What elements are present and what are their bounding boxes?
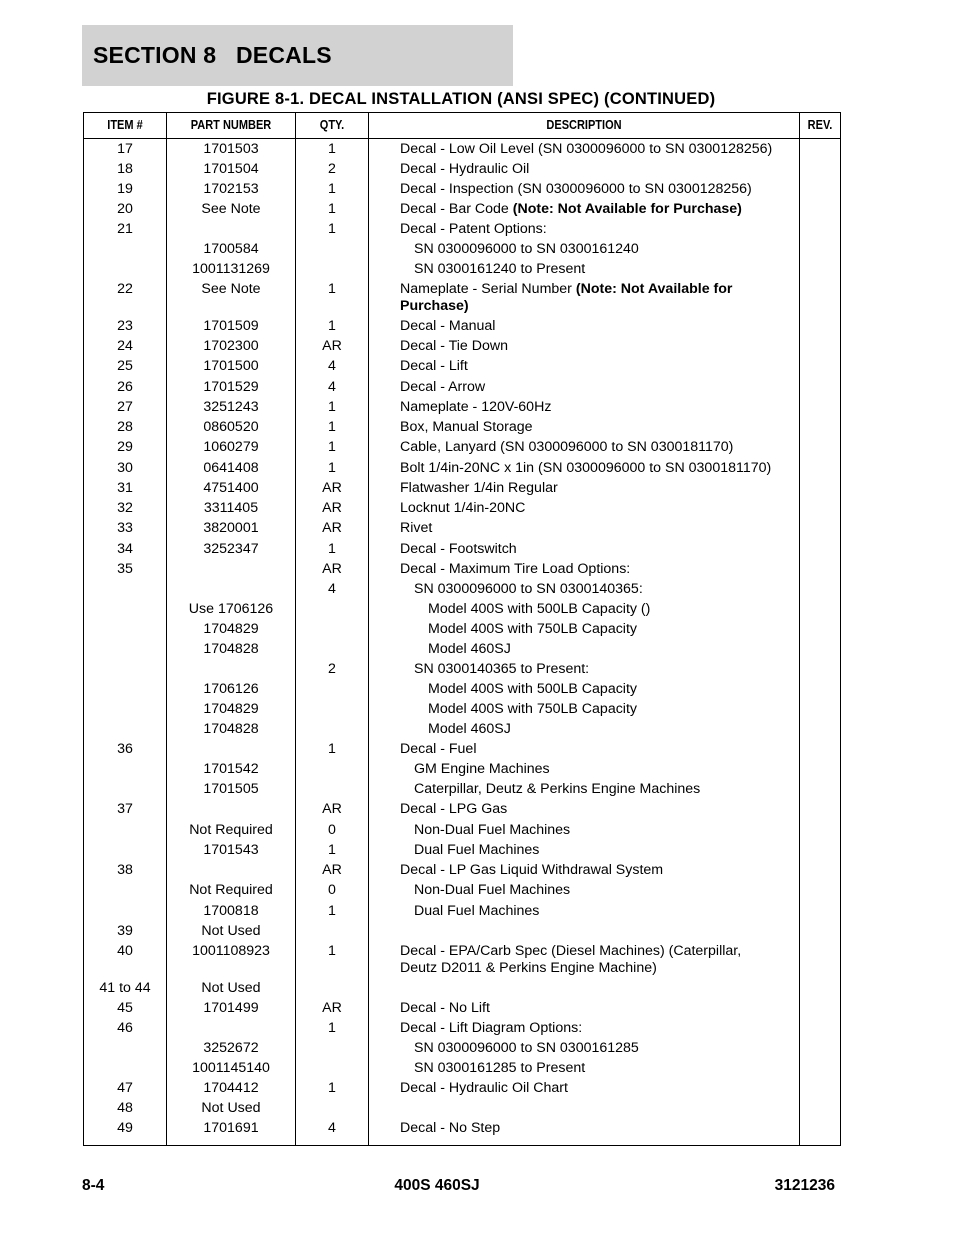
description <box>400 822 794 839</box>
part-number: 1701505 <box>203 781 259 797</box>
description <box>400 460 780 477</box>
item-number: 21 <box>117 221 133 237</box>
part-number: 1700584 <box>203 241 259 257</box>
description-text: Bolt 1/4in-20NC x 1in (SN 0300096000 to SN 0300181170) <box>400 459 772 476</box>
description <box>400 439 780 456</box>
description <box>400 318 780 335</box>
table-row <box>84 221 840 238</box>
description-text: Decal - Arrow <box>400 378 486 395</box>
item-number: 32 <box>117 500 133 516</box>
item-number: 24 <box>117 338 133 354</box>
description <box>400 701 808 718</box>
quantity: 1 <box>328 281 336 297</box>
quantity: AR <box>322 338 342 354</box>
description-text: Non-Dual Fuel Machines <box>414 821 571 838</box>
part-number: See Note <box>201 281 261 297</box>
part-number: Not Used <box>201 1100 261 1116</box>
description <box>400 520 780 537</box>
table-row <box>84 439 840 456</box>
table-row <box>84 842 840 859</box>
item-number: 39 <box>117 922 133 939</box>
description-text: Decal - Patent Options: <box>400 221 547 237</box>
table-row <box>84 882 840 899</box>
item-number: 19 <box>117 181 133 197</box>
part-number: 1060279 <box>203 439 259 455</box>
table-row <box>84 261 840 278</box>
document-number: 3121236 <box>774 1177 835 1194</box>
description-text: Model 400S with 750LB Capacity <box>428 620 637 637</box>
part-number: 3311405 <box>203 500 259 516</box>
model-name: 400S 460SJ <box>394 1177 480 1194</box>
item-number: 31 <box>117 479 133 496</box>
description-text: SN 0300096000 to SN 0300161285 <box>414 1040 639 1056</box>
part-number: 1704828 <box>203 720 259 737</box>
description <box>400 1040 794 1057</box>
description <box>400 1000 780 1017</box>
description <box>400 882 794 899</box>
description <box>400 201 780 218</box>
table-row <box>84 1120 840 1137</box>
description <box>400 399 780 416</box>
description-text: Nameplate - 120V-60Hz <box>400 398 552 415</box>
description <box>400 641 808 658</box>
quantity: 1 <box>328 459 336 476</box>
item-number: 26 <box>117 378 133 395</box>
quantity: 1 <box>328 201 336 217</box>
table-row <box>84 419 840 436</box>
description-text: Decal - Tie Down <box>400 338 509 354</box>
description-text: Dual Fuel Machines <box>414 841 540 858</box>
description-text: Decal - No Step <box>400 1120 501 1136</box>
description-text: Caterpillar, Deutz & Perkins Engine Machines <box>414 781 701 797</box>
item-number: 34 <box>117 540 133 557</box>
table-row <box>84 1040 840 1057</box>
quantity: AR <box>322 1000 342 1016</box>
description <box>400 621 808 638</box>
quantity: 1 <box>328 740 336 757</box>
table-row <box>84 460 840 477</box>
description <box>400 141 780 158</box>
part-number: 1704412 <box>203 1080 259 1096</box>
item-number: 47 <box>117 1080 133 1096</box>
description <box>400 1100 780 1117</box>
part-number: 3251243 <box>203 398 259 415</box>
item-number: 38 <box>117 862 133 878</box>
column-header-qty: QTY. <box>319 118 345 132</box>
description-text: Decal - Footswitch <box>400 540 517 557</box>
description-text: Locknut 1/4in-20NC <box>400 500 526 516</box>
description <box>400 241 794 258</box>
description-text: Decal - Lift Diagram Options: <box>400 1020 583 1036</box>
quantity: 1 <box>328 141 336 157</box>
quantity: 1 <box>328 419 336 435</box>
description-note: (Note: Not Available for Purchase) <box>400 281 733 314</box>
table-row <box>84 701 840 718</box>
table-row <box>84 201 840 218</box>
description <box>400 1020 780 1037</box>
table-row <box>84 980 840 997</box>
table-row <box>84 358 840 375</box>
section-title: SECTION 8 DECALS <box>93 42 332 68</box>
item-number: 28 <box>117 419 133 435</box>
part-number: 1701529 <box>203 378 259 395</box>
quantity: 0 <box>328 821 336 838</box>
quantity: 1 <box>328 181 336 197</box>
quantity: 1 <box>328 398 336 415</box>
description-text: Decal - Manual <box>400 318 496 334</box>
part-number: 1001108923 <box>192 943 270 959</box>
description-text: Non-Dual Fuel Machines <box>414 882 571 898</box>
part-number: 1706126 <box>203 680 259 697</box>
description-text: Decal - No Lift <box>400 1000 490 1016</box>
table-row <box>84 581 840 598</box>
description <box>400 842 794 859</box>
column-header-item: ITEM # <box>107 118 143 132</box>
quantity: 1 <box>328 318 336 334</box>
table-row <box>84 822 840 839</box>
table-row <box>84 923 840 940</box>
part-number: 1702153 <box>203 181 259 197</box>
table-row <box>84 943 840 977</box>
part-number: 3820001 <box>203 520 259 536</box>
table-row <box>84 500 840 517</box>
item-number: 46 <box>117 1020 133 1036</box>
description <box>400 601 808 618</box>
quantity: 4 <box>328 1120 336 1136</box>
description-text: Box, Manual Storage <box>400 419 533 435</box>
description-text: SN 0300096000 to SN 0300140365: <box>414 580 643 597</box>
description-text: Rivet <box>400 520 433 536</box>
table-row <box>84 661 840 678</box>
part-number: 1001145140 <box>192 1060 270 1076</box>
table-row <box>84 761 840 778</box>
quantity: 1 <box>328 540 336 557</box>
description <box>400 943 780 977</box>
quantity: AR <box>322 520 342 536</box>
description <box>400 541 780 558</box>
parts-table <box>83 112 841 1146</box>
part-number: 1701503 <box>203 141 259 157</box>
description <box>400 161 780 178</box>
quantity: 1 <box>328 439 336 455</box>
table-row <box>84 741 840 758</box>
part-number: 4751400 <box>203 479 259 496</box>
item-number: 25 <box>117 358 133 374</box>
part-number: 1701500 <box>203 358 259 374</box>
item-number: 18 <box>117 161 133 177</box>
description-text: Model 400S with 500LB Capacity <box>428 680 637 697</box>
description-text: GM Engine Machines <box>414 760 550 777</box>
quantity: 1 <box>328 902 336 919</box>
table-row <box>84 541 840 558</box>
table-row <box>84 621 840 638</box>
item-number: 23 <box>117 318 133 334</box>
table-row <box>84 1000 840 1017</box>
table-row <box>84 318 840 335</box>
quantity: 4 <box>328 580 336 597</box>
description <box>400 980 780 997</box>
part-number: 0860520 <box>203 419 259 435</box>
quantity: 2 <box>328 161 336 177</box>
description-text: Model 400S with 500LB Capacity () <box>428 600 651 617</box>
item-number: 17 <box>117 141 133 157</box>
part-number: 1701543 <box>203 841 259 858</box>
column-header-description: DESCRIPTION <box>546 118 622 132</box>
item-number: 36 <box>117 740 133 757</box>
description-text: Dual Fuel Machines <box>414 902 540 919</box>
table-row <box>84 561 840 578</box>
description <box>400 801 780 818</box>
part-number: 1700818 <box>203 902 259 919</box>
quantity: AR <box>322 862 342 878</box>
part-number: See Note <box>201 201 261 217</box>
quantity: AR <box>322 500 342 516</box>
description <box>400 181 780 198</box>
table-row <box>84 862 840 879</box>
table-row <box>84 181 840 198</box>
table-row <box>84 338 840 355</box>
description <box>400 1120 780 1137</box>
description <box>400 781 794 798</box>
part-number: 1701504 <box>203 161 259 177</box>
item-number: 48 <box>117 1100 133 1116</box>
part-number: 1704829 <box>203 620 259 637</box>
part-number: 1704829 <box>203 700 259 717</box>
table-row <box>84 480 840 497</box>
description-text: Model 460SJ <box>428 640 511 657</box>
part-number: 1702300 <box>203 338 259 354</box>
table-body <box>84 139 840 1140</box>
description <box>400 741 780 758</box>
table-row <box>84 801 840 818</box>
column-header-rev: REV. <box>807 118 833 132</box>
item-number: 29 <box>117 439 133 455</box>
description <box>400 721 808 738</box>
quantity: 2 <box>328 660 336 677</box>
column-header-part-number: PART NUMBER <box>190 118 272 132</box>
description <box>400 379 780 396</box>
description-text: SN 0300096000 to SN 0300161240 <box>414 241 639 257</box>
part-number: 1701499 <box>203 1000 259 1016</box>
description <box>400 261 794 278</box>
item-number: 22 <box>117 281 133 297</box>
table-row <box>84 681 840 698</box>
part-number: 1701509 <box>203 318 259 334</box>
quantity: 1 <box>328 841 336 858</box>
part-number: 1701691 <box>203 1120 259 1136</box>
description-text: Decal - Fuel <box>400 740 477 757</box>
description-text: Decal - Inspection (SN 0300096000 to SN 0300128256) <box>400 181 752 197</box>
description <box>400 923 780 940</box>
description <box>400 581 794 598</box>
figure-title: FIGURE 8-1. DECAL INSTALLATION (ANSI SPEC) (CONTINUED) <box>206 90 716 108</box>
description <box>400 221 780 238</box>
quantity: AR <box>322 560 342 577</box>
part-number: Not Used <box>201 980 261 996</box>
description-text: Decal - Lift <box>400 358 468 374</box>
item-number: 30 <box>117 459 133 476</box>
part-number: Not Required <box>189 821 273 838</box>
description-text: Decal - LPG Gas <box>400 801 508 817</box>
description <box>400 761 794 778</box>
part-number: 1001131269 <box>192 261 270 277</box>
quantity: 0 <box>328 882 336 898</box>
page-number: 8-4 <box>82 1177 105 1194</box>
part-number: 3252672 <box>203 1040 259 1056</box>
description <box>400 661 794 678</box>
table-row <box>84 601 840 618</box>
item-number: 37 <box>117 801 133 817</box>
description-text: SN 0300161285 to Present <box>414 1060 586 1076</box>
part-number: Not Used <box>201 922 261 939</box>
description-text: Model 400S with 750LB Capacity <box>428 700 637 717</box>
item-number: 20 <box>117 201 133 217</box>
description <box>400 681 808 698</box>
quantity: 4 <box>328 358 336 374</box>
description-text: SN 0300140365 to Present: <box>414 660 590 677</box>
table-row <box>84 721 840 738</box>
description <box>400 338 780 355</box>
quantity: 1 <box>328 1080 336 1096</box>
description-text: Decal - Low Oil Level (SN 0300096000 to SN 0300128256) <box>400 141 773 157</box>
part-number: Not Required <box>189 882 273 898</box>
part-number: 1701542 <box>203 760 259 777</box>
description <box>400 358 780 375</box>
description-text: Flatwasher 1/4in Regular <box>400 479 558 496</box>
description-text: Nameplate - Serial Number <box>400 281 576 297</box>
item-number: 45 <box>117 1000 133 1016</box>
description <box>400 903 794 920</box>
quantity: AR <box>322 801 342 817</box>
part-number: Use 1706126 <box>188 600 274 617</box>
item-number: 27 <box>117 398 133 415</box>
description <box>400 500 780 517</box>
table-row <box>84 281 840 315</box>
description <box>400 862 780 879</box>
table-row <box>84 1060 840 1077</box>
quantity: 1 <box>328 221 336 237</box>
table-row <box>84 379 840 396</box>
item-number: 33 <box>117 520 133 536</box>
description-text: Decal - LP Gas Liquid Withdrawal System <box>400 862 664 878</box>
table-row <box>84 161 840 178</box>
description <box>400 419 780 436</box>
quantity: 1 <box>328 1020 336 1036</box>
description-note: (Note: Not Available for Purchase) <box>512 201 742 217</box>
table-row <box>84 903 840 920</box>
table-row <box>84 1100 840 1117</box>
table-row <box>84 1080 840 1097</box>
table-row <box>84 241 840 258</box>
quantity: AR <box>322 479 342 496</box>
description-text: Decal - Maximum Tire Load Options: <box>400 560 631 577</box>
table-row <box>84 641 840 658</box>
description <box>400 1060 794 1077</box>
item-number: 41 to 44 <box>99 980 151 996</box>
part-number: 3252347 <box>203 540 259 557</box>
part-number: 0641408 <box>203 459 259 476</box>
item-number: 35 <box>117 560 133 577</box>
description <box>400 561 780 578</box>
item-number: 49 <box>117 1120 133 1136</box>
description <box>400 480 780 497</box>
description-text: Decal - Bar Code <box>400 201 513 217</box>
item-number: 40 <box>117 943 133 959</box>
quantity: 4 <box>328 378 336 395</box>
table-row <box>84 1020 840 1037</box>
table-row <box>84 399 840 416</box>
table-row <box>84 141 840 158</box>
part-number: 1704828 <box>203 640 259 657</box>
description-text: Model 460SJ <box>428 720 511 737</box>
section-header <box>82 25 513 86</box>
description-text: SN 0300161240 to Present <box>414 261 586 277</box>
description <box>400 281 780 315</box>
description-text: Cable, Lanyard (SN 0300096000 to SN 0300181170) <box>400 439 734 455</box>
table-header <box>84 113 840 139</box>
table-row <box>84 520 840 537</box>
quantity: 1 <box>328 943 336 959</box>
description <box>400 1080 780 1097</box>
description-text: Decal - Hydraulic Oil Chart <box>400 1080 568 1096</box>
table-row <box>84 781 840 798</box>
description-text: Decal - Hydraulic Oil <box>400 161 530 177</box>
description-text: Decal - EPA/Carb Spec (Diesel Machines) (Caterpillar, Deutz D2011 & Perkins Engine Machine) <box>400 943 742 976</box>
